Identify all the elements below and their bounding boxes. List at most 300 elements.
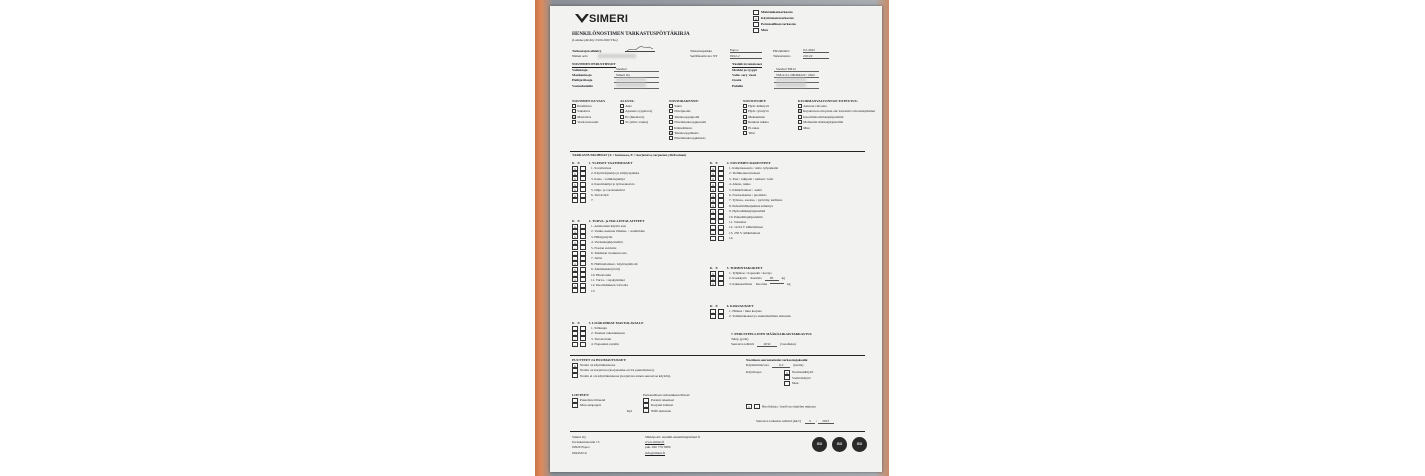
safety-label: 12. Kuormituksen valvonta — [591, 283, 629, 288]
function-test-unit: kg — [787, 281, 791, 286]
date-value: 9.5.2022 — [803, 48, 829, 53]
remark-checkbox[interactable] — [572, 373, 578, 378]
safety-e-box[interactable] — [580, 240, 586, 245]
attachment-item — [572, 397, 605, 402]
thorough-next-unit: (vuosiluku) — [780, 342, 796, 347]
structure-check-e-box[interactable] — [718, 171, 724, 176]
observation-k-box[interactable]: x — [746, 404, 752, 409]
general-e-box[interactable] — [580, 198, 586, 203]
safety-e-box[interactable] — [580, 224, 586, 229]
structure-check-e-box[interactable] — [718, 219, 724, 224]
basket-label: Kuormitus mittausjärjestelmä — [803, 114, 844, 119]
inspection-points-title: TARKASTUSKOHDAT (X = kunnossa, E = korjattava, tarpeeton yliviivataan) — [572, 153, 687, 157]
general-e-box[interactable] — [580, 193, 586, 198]
usage-checkbox[interactable] — [784, 381, 790, 386]
basket-checkbox[interactable]: x — [799, 109, 801, 114]
structure-check-k-box[interactable]: x — [710, 209, 716, 214]
thorough-next-label: Seuraava tehtävä — [731, 342, 755, 347]
safety-e-box[interactable] — [580, 272, 586, 277]
safety-row — [572, 229, 645, 234]
inspection-date-block — [773, 48, 829, 59]
lift-type-checkbox[interactable] — [572, 104, 576, 108]
repair-e-box[interactable] — [718, 314, 724, 319]
structure-check-k-box[interactable]: - — [710, 214, 716, 219]
deep-attachment-checkbox[interactable]: - — [643, 408, 649, 413]
mast-ke-header: K E — [572, 320, 581, 325]
divider — [570, 355, 865, 356]
structure-label: Teleskooppipuomi — [674, 114, 700, 119]
safety-k-box[interactable]: x — [572, 234, 578, 239]
redacted-name — [598, 54, 636, 58]
general-label: 3. Kone - valmistajakilpi — [591, 176, 625, 181]
deep-attachment-label: Korjatut kohteet — [651, 403, 674, 408]
remark-label: Nostin ei ole käyttökunnossa (korjattava ennen seuraavaa käyttöä). — [580, 373, 671, 378]
structure-check-label: 8. Puhomittimatjuimen kiinnitys — [729, 203, 773, 208]
structure-check-e-box[interactable] — [718, 182, 724, 187]
structure-check-label: 13. 230 V sähkölaitteet — [729, 230, 761, 235]
structure-check-label: 7. Työtaso, saostus, / pyöröity, kallistus — [729, 198, 783, 203]
repair-label: 1. Hiitaus / muu korjaus — [729, 309, 762, 314]
basics-value: Snorkel — [614, 67, 659, 72]
identity-label: Merkki ja tyyppi — [732, 67, 757, 72]
general-title: 1. YLEISET VAATIMUKSET — [588, 160, 633, 165]
structure-check-e-box[interactable] — [718, 230, 724, 235]
structure-check-k-box[interactable]: - — [710, 236, 716, 241]
general-k-box[interactable] — [572, 198, 578, 203]
general-ke-header: K E — [572, 160, 581, 165]
lifting-label: El.rakas — [748, 125, 760, 130]
lift-type-label: Puomilava — [577, 104, 592, 109]
function-test-extra-label: Kuorma — [755, 281, 768, 286]
structure-check-ke-header: K E — [710, 160, 719, 165]
basics-row — [572, 83, 659, 88]
structure-label: Nivelpuomi — [674, 109, 691, 114]
basics-label: Haltija/tilaaja — [572, 78, 593, 83]
structure-check-e-box[interactable] — [718, 209, 724, 214]
function-test-value — [770, 283, 784, 284]
function-test-e-box[interactable] — [718, 271, 724, 276]
structure-check-label: 2. Tiellikonnevarusteet — [729, 171, 761, 176]
chassis-label: Ajoneuvo (ajettava) — [625, 109, 653, 114]
lifting-item — [743, 120, 769, 125]
structure-item — [669, 120, 706, 125]
safety-label: 5. Noston estolaite — [591, 245, 617, 250]
general-label: 4. Kuormakilpi ja työtasokaavio — [591, 182, 635, 187]
safety-k-box[interactable]: x — [572, 267, 578, 272]
identity-label: Osoite — [732, 78, 742, 83]
footer-contact-line[interactable]: www.simeri.fi — [645, 440, 665, 445]
mast-k-box[interactable]: - — [572, 331, 578, 336]
general-k-box[interactable]: x — [572, 166, 578, 171]
lift-type-checkbox[interactable]: x — [573, 114, 575, 119]
identity-value: Snorkel TM12 — [774, 67, 819, 72]
structure-check-e-box[interactable] — [718, 198, 724, 203]
structure-check-label: 4. Alusta, runko — [729, 182, 751, 187]
lifting-checkbox[interactable] — [743, 104, 747, 108]
structure-checkbox[interactable] — [669, 109, 673, 113]
iso-seal-2: ISO — [832, 437, 847, 452]
structure-checkbox[interactable] — [669, 120, 673, 124]
basket-item — [798, 125, 875, 130]
repair-e-box[interactable] — [718, 309, 724, 314]
structure-check-label: 5. Kääntölaitteet / -kehä — [729, 187, 762, 192]
structure-check-e-box[interactable] — [718, 236, 724, 241]
divider — [570, 431, 865, 432]
hours-unit: (tuntia) — [793, 363, 804, 368]
observation-e-box[interactable]: - — [754, 404, 760, 409]
next-inspection-year: 2023 — [818, 419, 834, 424]
footer-contact-line[interactable]: info@simeri.fi — [645, 450, 665, 455]
inspection-type-checkbox[interactable]: x — [753, 16, 759, 21]
safety-e-box[interactable] — [580, 245, 586, 250]
qty-label: Kpl — [627, 409, 633, 413]
thorough-title: 7. PERUSTEELLINEN MÄÄRÄAIKAISTARKASTUS — [731, 331, 812, 336]
safety-k-box[interactable]: x — [572, 261, 578, 266]
structure-checkbox[interactable] — [669, 104, 673, 108]
structure-check-k-box[interactable]: x — [710, 166, 716, 171]
general-e-box[interactable] — [580, 182, 586, 187]
safety-e-box[interactable] — [580, 229, 586, 234]
place-value: Espoo — [730, 48, 762, 53]
chassis-list — [620, 98, 652, 125]
safety-k-box[interactable]: x — [572, 277, 578, 282]
inspection-form-sheet — [550, 6, 882, 472]
safety-k-box[interactable] — [572, 288, 578, 293]
structure-item — [669, 136, 706, 141]
structure-check-k-box[interactable]: x — [710, 176, 716, 181]
lift-type-list — [572, 98, 605, 125]
lifting-checkbox[interactable] — [743, 131, 747, 135]
remark-item — [572, 373, 671, 378]
safety-label: 6. Tukinnan avauksen esto — [591, 251, 627, 256]
general-label: 6. Turvavärit — [591, 193, 609, 198]
structure-checkbox[interactable]: x — [670, 131, 672, 136]
safety-k-box[interactable]: - — [572, 245, 578, 250]
safety-e-box[interactable] — [580, 261, 586, 266]
iso-seal-3: ISO — [852, 437, 867, 452]
mast-title: 3. LISÄKOHDAT MASTOLAVALLE — [588, 320, 644, 325]
function-test-k-box[interactable]: x — [710, 271, 716, 276]
lifting-checkbox[interactable] — [743, 126, 747, 130]
lift-type-label: Saksilava — [577, 109, 591, 114]
basics-label: Valmistaja — [572, 67, 588, 72]
basics-label: Vastuuhenkilö — [572, 83, 593, 88]
structure-check-k-box[interactable]: x — [710, 182, 716, 187]
structure-check-label: 3. Tuet / tukijalat / renkaat / telat — [729, 176, 774, 181]
safety-title: 2. TURVA- ja HALLINTALAITTEET — [588, 218, 645, 223]
lifting-checkbox[interactable] — [743, 109, 747, 113]
structure-check-k-box[interactable]: x — [710, 203, 716, 208]
mast-k-box[interactable]: - — [572, 342, 578, 347]
safety-e-box[interactable] — [580, 256, 586, 261]
structure-checkbox[interactable] — [669, 126, 673, 130]
lifting-checkbox[interactable] — [743, 115, 747, 119]
general-k-box[interactable]: x — [572, 171, 578, 176]
usage-checkbox[interactable] — [784, 375, 790, 380]
basket-checkbox[interactable] — [798, 120, 802, 124]
chassis-label: Auto — [625, 104, 632, 109]
lifting-checkbox[interactable]: x — [744, 120, 746, 125]
chassis-label: Pv (hinattava) — [625, 114, 645, 119]
safety-k-box[interactable]: x — [572, 240, 578, 245]
structure-check-title: 4. NOSTIMEN RAKENTEET — [726, 160, 771, 165]
safety-k-box[interactable]: x — [572, 283, 578, 288]
deep-attachments-title: Perusteellisen tarkastuksen liitteet: — [643, 392, 691, 397]
chassis-checkbox[interactable] — [620, 104, 624, 108]
lifting-label: Mekaaninen — [748, 114, 765, 119]
logo-chevron-icon — [575, 14, 589, 23]
lift-type-checkbox[interactable] — [572, 120, 576, 124]
structure-label: Nivelteleskooppipuomi — [674, 120, 707, 125]
structure-check-label: 1. Kuljetusasento / siirto työpaikalla — [729, 166, 779, 171]
basket-header: KUORMANVALVONNAN TOTEUTUS: — [798, 98, 858, 103]
structure-check-k-box[interactable]: x — [710, 193, 716, 198]
mast-k-box[interactable]: - — [572, 326, 578, 331]
function-test-k-box[interactable]: x — [710, 276, 716, 281]
basics-value: Simeri Oy — [614, 73, 659, 78]
structure-check-label: 11. Valaistus — [729, 219, 747, 224]
basket-checkbox[interactable] — [798, 115, 802, 119]
structure-check-k-box[interactable]: x — [710, 171, 716, 176]
inspection-type-checkbox[interactable] — [753, 22, 759, 27]
general-label: 1. Soveltuvuus — [591, 166, 612, 171]
structure-check-k-box[interactable]: - — [710, 230, 716, 235]
general-k-box[interactable]: x — [572, 176, 578, 181]
general-e-box[interactable] — [580, 187, 586, 192]
lift-basics-header: NOSTIMEN PERUSTIEDOT — [572, 62, 616, 66]
structure-check-e-box[interactable] — [718, 214, 724, 219]
structure-label: Kiinteämasto — [674, 125, 693, 130]
lifting-label: Hydr. työntyvä — [748, 109, 769, 114]
lift-type-item — [572, 120, 605, 125]
structure-check-row — [710, 235, 782, 240]
mast-label: 1. Sälleuuja — [591, 326, 608, 331]
structure-check-row — [710, 165, 782, 170]
structure-check-e-box[interactable] — [718, 225, 724, 230]
safety-label: 2. Vauku-asennon ilmaisu- / osoitinlaite — [591, 229, 645, 234]
number-value: 210/22 — [803, 54, 829, 59]
section-function-tests — [710, 265, 791, 287]
attachment-label: Muu asiapaperi — [580, 403, 601, 408]
general-e-box[interactable] — [580, 171, 586, 176]
function-test-value: 85 — [765, 276, 779, 281]
lifting-label: Hydr. kääntyvä — [748, 104, 769, 109]
safety-label: 8. Hallintalaitteet / käyttösymbolit — [591, 261, 638, 266]
lift-type-label: Vetolavanosturi — [577, 120, 599, 125]
repair-label: 2. Toimintakokeet ja suunnittelmien tarkastus — [729, 314, 791, 319]
monitoring-block — [746, 357, 813, 386]
chassis-checkbox[interactable] — [620, 120, 624, 124]
chassis-label: Sv (siirto vaunu) — [625, 120, 648, 125]
remark-checkbox[interactable]: x — [572, 363, 578, 368]
mast-label: 4. Nopeuden rajoitin — [591, 342, 619, 347]
safety-label: 11. Turva- / rajakytkimet — [591, 277, 625, 282]
structure-checkbox[interactable] — [669, 136, 673, 140]
safety-e-box[interactable] — [580, 283, 586, 288]
general-e-box[interactable] — [580, 166, 586, 171]
structure-check-e-box[interactable] — [718, 203, 724, 208]
structure-checkbox[interactable] — [669, 115, 673, 119]
safety-row — [572, 288, 645, 293]
general-row — [572, 198, 639, 203]
structure-check-label: 12. 12/24 V sähkölaitteet — [729, 225, 763, 230]
structure-check-e-box[interactable] — [718, 187, 724, 192]
function-test-e-box[interactable] — [718, 281, 724, 286]
function-test-row — [710, 276, 791, 281]
remark-label: Nostin on korjattava (korjausaika-arviot puutelistassa). — [580, 368, 655, 373]
mast-e-box[interactable] — [580, 336, 586, 341]
deep-attachment-checkbox[interactable]: - — [643, 403, 649, 408]
safety-e-box[interactable] — [580, 267, 586, 272]
general-k-box[interactable]: x — [572, 193, 578, 198]
lifting-label: Renkaat tukina — [748, 120, 769, 125]
repair-k-box[interactable]: - — [710, 309, 716, 314]
structure-check-k-box[interactable]: - — [710, 219, 716, 224]
basket-checkbox[interactable] — [798, 104, 802, 108]
inspector-signature-label: Tarkastajan allekirj. — [572, 48, 602, 53]
thorough-done-label: Tehty, (pvm) — [731, 337, 749, 342]
monitoring-title: Nostimen seurantatiedot tarkastusjaksolla: — [746, 357, 809, 362]
structure-check-e-box[interactable] — [718, 176, 724, 181]
structure-check-label: 6. Nostorakenne / puomisto — [729, 193, 767, 198]
general-label: 2. Käyttöohjekirja ja säilytyspaikka — [591, 171, 640, 176]
remarks-title: PUUTTEET JA HUOMAUTUKSET: — [572, 357, 627, 362]
structure-check-k-box[interactable]: - — [710, 225, 716, 230]
redacted-value — [776, 78, 806, 82]
safety-row — [572, 261, 645, 266]
lift-type-label: Mastolava — [577, 114, 592, 119]
structure-check-row — [710, 176, 782, 181]
function-test-label: 2. Koekäyttö — [729, 276, 747, 281]
safety-label: 4. Varalaskujärjestelmä — [591, 240, 623, 245]
section-repairs — [710, 303, 791, 319]
next-inspection-month: 5 — [805, 419, 815, 424]
footer-company — [572, 434, 599, 456]
safety-k-box[interactable]: - — [572, 272, 578, 277]
safety-e-box[interactable] — [580, 277, 586, 282]
lift-type-header: NOSTIMEN KUVAUS — [572, 98, 606, 103]
mast-e-box[interactable] — [580, 326, 586, 331]
form-title: HENKILÖNOSTIMEN TARKASTUSPÖYTÄKIRJA — [572, 31, 690, 37]
structure-check-row — [710, 203, 782, 208]
attachment-checkbox[interactable]: - — [572, 398, 578, 403]
inspector-name-label: Nimen selv. — [572, 54, 589, 59]
structure-check-label: 9. Hydrauliikkajärjestelmä — [729, 209, 766, 214]
redacted-value — [616, 78, 646, 82]
mast-e-box[interactable] — [580, 331, 586, 336]
footer-contact — [645, 434, 700, 456]
repair-k-box[interactable]: - — [710, 314, 716, 319]
usage-label: Vaativakäyttö — [792, 375, 811, 380]
chassis-item — [620, 109, 652, 114]
attachment-item — [572, 403, 605, 408]
footer-company-line: 0944332-6 — [572, 450, 587, 455]
date-label: Päivämäärä: — [773, 48, 790, 53]
inspection-type-label: Määräaikaistarkastus — [761, 10, 793, 14]
basket-checkbox[interactable] — [798, 126, 802, 130]
attachments-block — [572, 392, 605, 408]
place-label: Tarkastuspaikka — [690, 48, 712, 53]
lift-type-checkbox[interactable] — [572, 109, 576, 113]
lifting-item — [743, 109, 769, 114]
function-test-label: 1. Tyhjäkoe / nopeudet / kovajo — [729, 271, 772, 276]
deep-attachment-label: Puretut rakenteet — [651, 398, 675, 403]
deep-attachment-label: NDT-tarkastus — [651, 408, 671, 413]
function-test-e-box[interactable] — [718, 276, 724, 281]
general-k-box[interactable]: x — [572, 182, 578, 187]
footer-company-line: 02920 Espoo — [572, 445, 590, 450]
safety-label: 7. Jarrut — [591, 256, 603, 261]
function-test-extra-label: Kuorma — [750, 276, 762, 281]
safety-ke-header: K E — [572, 218, 581, 223]
inspection-place-block — [690, 48, 762, 59]
function-test-k-box[interactable]: x — [710, 281, 716, 286]
redacted-value — [776, 83, 806, 87]
safety-label: 9. Äänimerkki (tööti) — [591, 267, 620, 272]
deep-attachments-block — [643, 392, 690, 414]
safety-e-box[interactable] — [580, 234, 586, 239]
usage-checkbox[interactable]: x — [784, 370, 790, 375]
safety-e-box[interactable] — [580, 251, 586, 256]
inspection-type-label: Muu — [761, 28, 768, 32]
remark-checkbox[interactable] — [572, 368, 578, 373]
mast-k-box[interactable]: - — [572, 336, 578, 341]
structure-check-e-box[interactable] — [718, 166, 724, 171]
basket-label: Momentin mittausjärjestelmä — [803, 120, 844, 125]
identity-header: Yksilöivät tunnisteet — [732, 62, 762, 66]
basket-item — [798, 109, 875, 114]
safety-k-box[interactable]: - — [572, 256, 578, 261]
safety-k-box[interactable]: x — [572, 229, 578, 234]
structure-check-e-box[interactable] — [718, 193, 724, 198]
inspection-type-item — [753, 27, 796, 33]
structure-header: NOSTORAKENNE: — [669, 98, 699, 103]
chassis-checkbox[interactable] — [620, 115, 624, 119]
chassis-checkbox[interactable]: x — [621, 109, 623, 114]
safety-e-box[interactable] — [580, 288, 586, 293]
section-mast — [572, 320, 644, 347]
redacted-value — [616, 83, 646, 87]
chassis-header: ALUSTA: — [620, 98, 635, 103]
inspection-type-checkbox[interactable] — [753, 28, 759, 33]
general-e-box[interactable] — [580, 176, 586, 181]
identity-value: TM12-01-200464224 / 2022 — [774, 73, 819, 78]
safety-k-box[interactable]: - — [572, 251, 578, 256]
usage-label: Muu — [792, 381, 799, 386]
lift-structure-list — [669, 98, 706, 141]
attachments-title: LIITTEET: — [572, 392, 590, 397]
inspection-type-checkbox[interactable] — [753, 10, 759, 15]
structure-label: Nivelteleskooppimasto — [674, 136, 706, 141]
repair-title: 6. KORJAUKSET — [726, 303, 754, 308]
hours-value: 0.2 — [772, 363, 790, 368]
footer-contact-line: Sähköposti: etunimi.sukunimi@simeri.fi — [645, 434, 701, 439]
safety-k-box[interactable]: x — [572, 224, 578, 229]
attachment-checkbox[interactable]: - — [572, 403, 578, 408]
identity-label: Puhelin — [732, 83, 744, 88]
next-inspection-label: Seuraava tarkastus tehtävä (kk/v) — [756, 419, 802, 423]
deep-attachment-checkbox[interactable]: - — [643, 398, 649, 403]
structure-check-k-box[interactable]: x — [710, 198, 716, 203]
lifting-item — [743, 103, 769, 108]
general-label: 5. Ohje- ja varoituskilvet — [591, 187, 625, 192]
form-subtitle: (Lomake päivätty 23.06.2020 YKo) — [572, 38, 618, 42]
function-test-unit: kg — [781, 276, 786, 281]
mast-e-box[interactable] — [580, 342, 586, 347]
general-k-box[interactable]: x — [572, 187, 578, 192]
structure-check-k-box[interactable]: x — [710, 187, 716, 192]
lift-basics-fields — [572, 67, 659, 89]
